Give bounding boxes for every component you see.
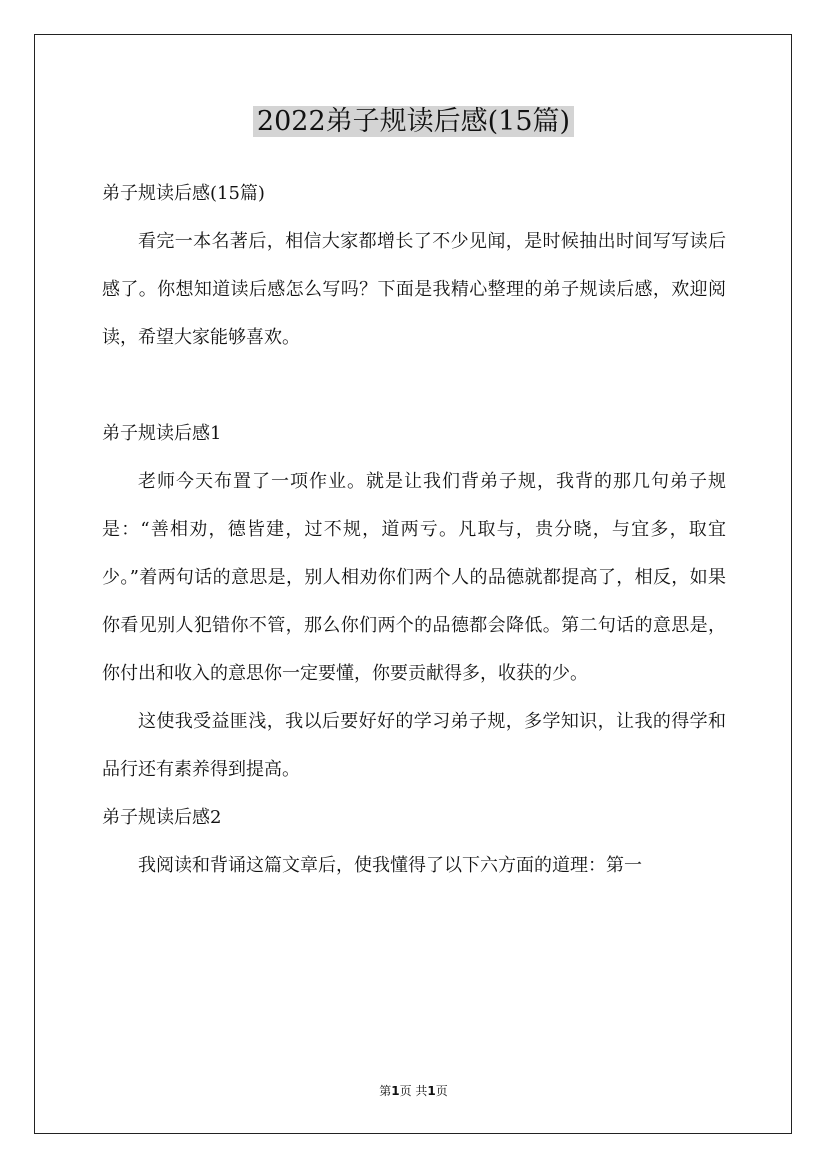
footer-page-suffix: 页 (435, 1084, 448, 1098)
document-title (0, 102, 827, 142)
section-heading: 弟子规读后感2 (102, 807, 222, 828)
footer-page-mid: 页 共 (399, 1084, 428, 1098)
section-heading: 弟子规读后感1 (102, 423, 222, 444)
intro-paragraph: 看完一本名著后，相信大家都增长了不少见闻，是时候抽出时间写写读后感了。你想知道读后感怎么写吗？下面是我精心整理的弟子规读后感，欢迎阅读，希望大家能够喜欢。 (102, 231, 726, 348)
footer-page-prefix: 第 (379, 1084, 392, 1098)
footer-page-current: 1 (391, 1084, 400, 1098)
document-title-text: 2022弟子规读后感(15篇) (253, 106, 574, 137)
section-paragraph: 老师今天布置了一项作业。就是让我们背弟子规，我背的那几句弟子规是：“善相劝，德皆建，过不规，道两亏。凡取与，贵分晓，与宜多，取宜少。”着两句话的意思是，别人相劝你们两个人的品德就都提高了，相反，如果你看见别人犯错你不管，那么你们两个的品德都会降低。第二句话的意思是，你付出和收入的意思你一定要懂，你要贡献得多，收获的少。 (102, 471, 726, 684)
section-paragraph: 我阅读和背诵这篇文章后，使我懂得了以下六方面的道理：第一 (138, 855, 642, 876)
footer-page-total: 1 (427, 1084, 436, 1098)
section-paragraph: 这使我受益匪浅，我以后要好好的学习弟子规，多学知识，让我的得学和品行还有素养得到提高。 (102, 711, 726, 780)
subtitle: 弟子规读后感(15篇) (102, 183, 265, 204)
document-body (102, 170, 726, 890)
page-footer (0, 1083, 827, 1099)
